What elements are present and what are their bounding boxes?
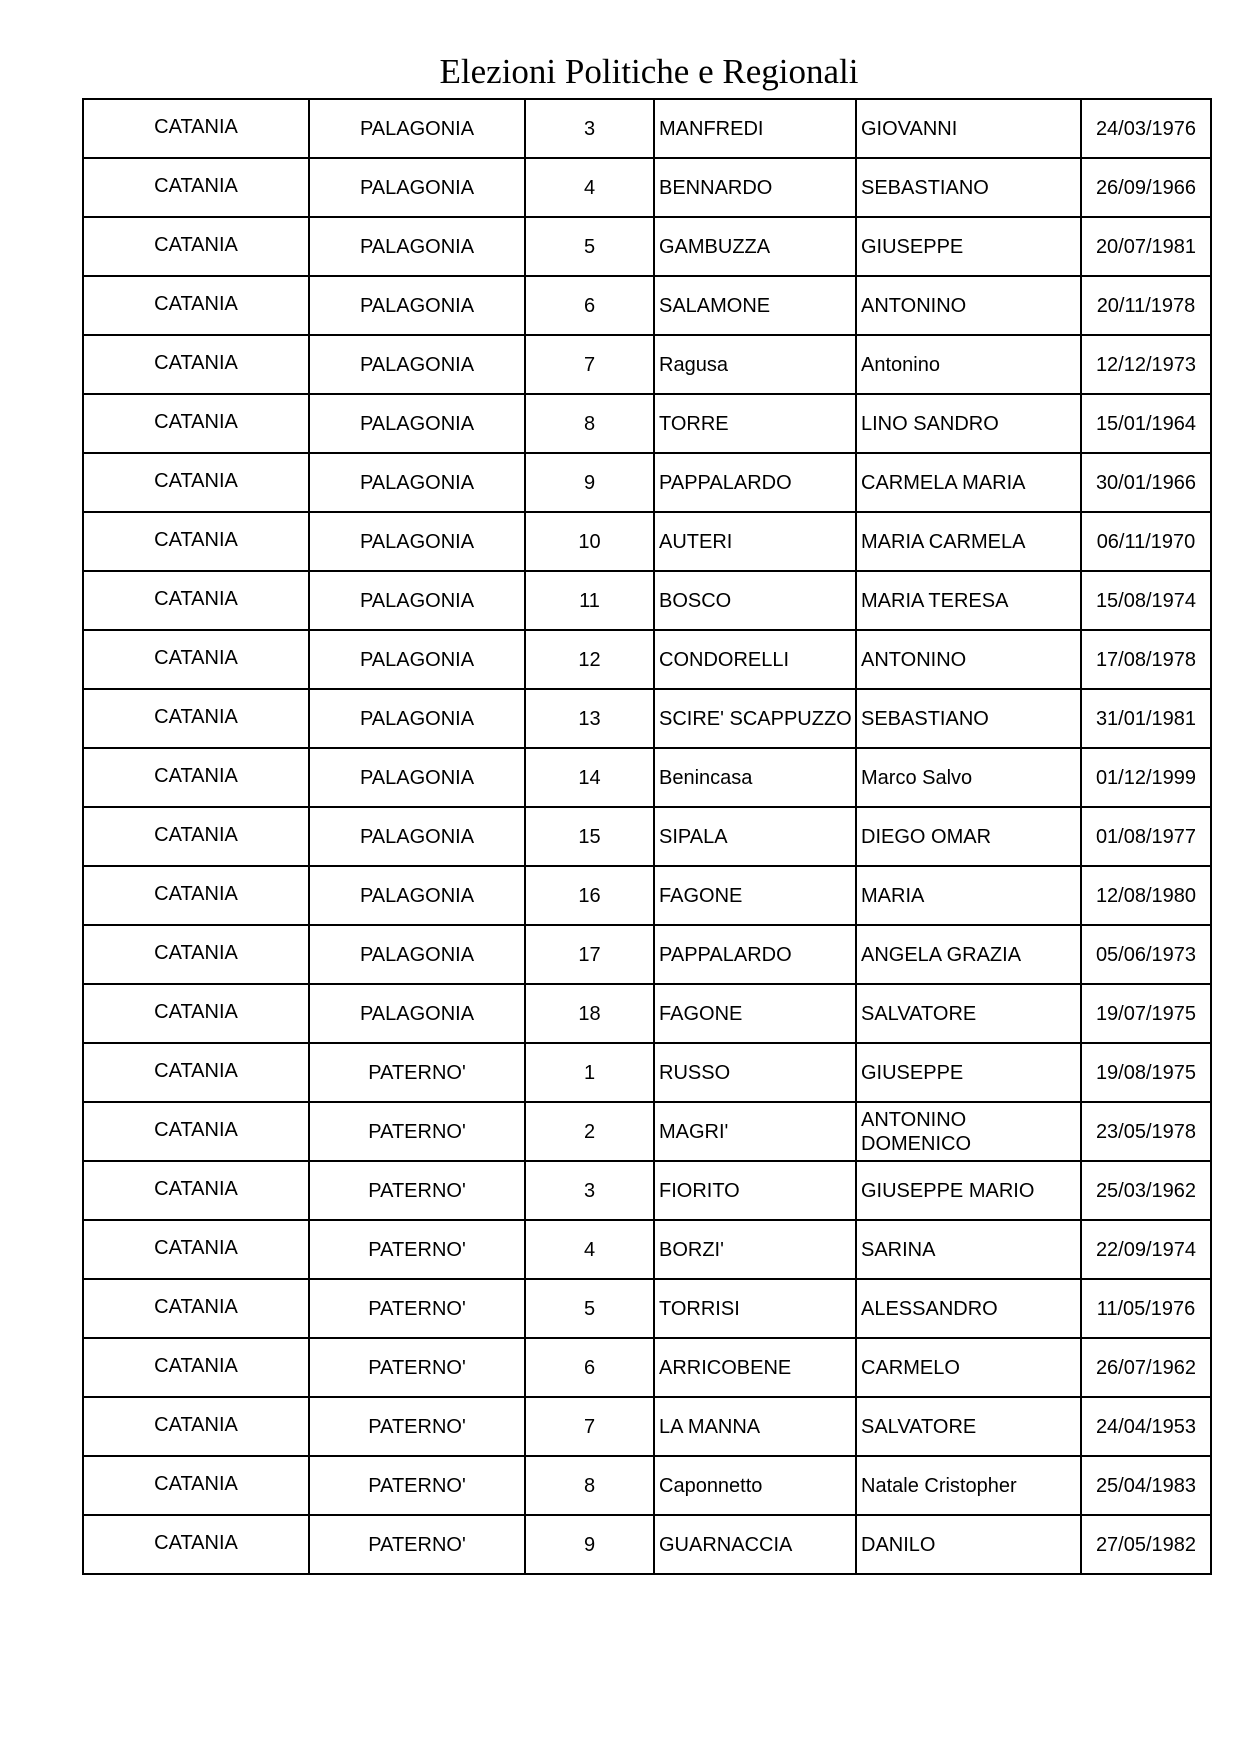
cell-provincia: CATANIA [83, 807, 309, 866]
cell-cognome: FAGONE [654, 866, 856, 925]
cell-nome: ANTONINO [856, 276, 1081, 335]
cell-data-nascita: 12/08/1980 [1081, 866, 1211, 925]
cell-comune: PALAGONIA [309, 453, 525, 512]
cell-nome: CARMELO [856, 1338, 1081, 1397]
cell-data-nascita: 20/07/1981 [1081, 217, 1211, 276]
cell-nome: Natale Cristopher [856, 1456, 1081, 1515]
cell-numero: 3 [525, 99, 654, 158]
cell-comune: PATERNO' [309, 1515, 525, 1574]
cell-provincia: CATANIA [83, 1161, 309, 1220]
cell-data-nascita: 24/03/1976 [1081, 99, 1211, 158]
cell-numero: 8 [525, 1456, 654, 1515]
cell-nome: SARINA [856, 1220, 1081, 1279]
cell-comune: PALAGONIA [309, 217, 525, 276]
cell-numero: 7 [525, 1397, 654, 1456]
table-row [83, 1456, 1211, 1515]
table-row [83, 1338, 1211, 1397]
cell-provincia: CATANIA [83, 630, 309, 689]
cell-data-nascita: 15/08/1974 [1081, 571, 1211, 630]
cell-data-nascita: 27/05/1982 [1081, 1515, 1211, 1574]
cell-numero: 3 [525, 1161, 654, 1220]
cell-comune: PATERNO' [309, 1456, 525, 1515]
cell-numero: 18 [525, 984, 654, 1043]
cell-numero: 1 [525, 1043, 654, 1102]
cell-cognome: Benincasa [654, 748, 856, 807]
table-row [83, 276, 1211, 335]
cell-nome: MARIA CARMELA [856, 512, 1081, 571]
cell-data-nascita: 20/11/1978 [1081, 276, 1211, 335]
table-row [83, 394, 1211, 453]
table-row [83, 866, 1211, 925]
cell-provincia: CATANIA [83, 1338, 309, 1397]
cell-nome: DANILO [856, 1515, 1081, 1574]
cell-provincia: CATANIA [83, 748, 309, 807]
cell-comune: PATERNO' [309, 1102, 525, 1161]
cell-numero: 5 [525, 1279, 654, 1338]
cell-data-nascita: 25/04/1983 [1081, 1456, 1211, 1515]
cell-cognome: SALAMONE [654, 276, 856, 335]
cell-cognome: GUARNACCIA [654, 1515, 856, 1574]
cell-nome: GIUSEPPE [856, 217, 1081, 276]
cell-comune: PALAGONIA [309, 512, 525, 571]
cell-numero: 10 [525, 512, 654, 571]
cell-numero: 12 [525, 630, 654, 689]
cell-comune: PATERNO' [309, 1043, 525, 1102]
cell-cognome: MANFREDI [654, 99, 856, 158]
cell-data-nascita: 23/05/1978 [1081, 1102, 1211, 1161]
cell-comune: PALAGONIA [309, 158, 525, 217]
table-row [83, 571, 1211, 630]
cell-numero: 4 [525, 158, 654, 217]
page-title: Elezioni Politiche e Regionali [439, 52, 859, 91]
table-row [83, 748, 1211, 807]
cell-comune: PATERNO' [309, 1220, 525, 1279]
cell-comune: PATERNO' [309, 1279, 525, 1338]
cell-data-nascita: 26/07/1962 [1081, 1338, 1211, 1397]
cell-provincia: CATANIA [83, 984, 309, 1043]
cell-nome: SALVATORE [856, 1397, 1081, 1456]
cell-numero: 17 [525, 925, 654, 984]
table-row [83, 1161, 1211, 1220]
cell-nome: ALESSANDRO [856, 1279, 1081, 1338]
cell-provincia: CATANIA [83, 453, 309, 512]
cell-nome: LINO SANDRO [856, 394, 1081, 453]
cell-data-nascita: 19/07/1975 [1081, 984, 1211, 1043]
cell-numero: 2 [525, 1102, 654, 1161]
table-row [83, 335, 1211, 394]
table-row [83, 453, 1211, 512]
cell-provincia: CATANIA [83, 1043, 309, 1102]
cell-provincia: CATANIA [83, 276, 309, 335]
cell-cognome: SIPALA [654, 807, 856, 866]
cell-nome: MARIA TERESA [856, 571, 1081, 630]
cell-data-nascita: 24/04/1953 [1081, 1397, 1211, 1456]
table-row [83, 99, 1211, 158]
cell-numero: 16 [525, 866, 654, 925]
cell-cognome: BENNARDO [654, 158, 856, 217]
table-row [83, 158, 1211, 217]
cell-cognome: PAPPALARDO [654, 925, 856, 984]
cell-comune: PALAGONIA [309, 571, 525, 630]
cell-numero: 5 [525, 217, 654, 276]
cell-nome: ANTONINO [856, 630, 1081, 689]
cell-comune: PALAGONIA [309, 689, 525, 748]
table-row [83, 630, 1211, 689]
cell-numero: 13 [525, 689, 654, 748]
cell-nome: GIUSEPPE MARIO [856, 1161, 1081, 1220]
table-row [83, 689, 1211, 748]
cell-numero: 8 [525, 394, 654, 453]
cell-cognome: SCIRE' SCAPPUZZO [654, 689, 856, 748]
cell-comune: PALAGONIA [309, 866, 525, 925]
table-row [83, 1397, 1211, 1456]
cell-provincia: CATANIA [83, 1515, 309, 1574]
cell-data-nascita: 30/01/1966 [1081, 453, 1211, 512]
cell-numero: 9 [525, 453, 654, 512]
cell-numero: 4 [525, 1220, 654, 1279]
cell-nome: MARIA [856, 866, 1081, 925]
cell-cognome: BORZI' [654, 1220, 856, 1279]
cell-nome: SEBASTIANO [856, 689, 1081, 748]
cell-provincia: CATANIA [83, 571, 309, 630]
cell-numero: 6 [525, 276, 654, 335]
cell-comune: PALAGONIA [309, 276, 525, 335]
cell-provincia: CATANIA [83, 512, 309, 571]
cell-cognome: FAGONE [654, 984, 856, 1043]
table-row [83, 217, 1211, 276]
cell-comune: PALAGONIA [309, 807, 525, 866]
cell-provincia: CATANIA [83, 1102, 309, 1161]
cell-nome: ANTONINO DOMENICO [856, 1102, 1081, 1161]
cell-nome: Marco Salvo [856, 748, 1081, 807]
cell-data-nascita: 01/12/1999 [1081, 748, 1211, 807]
cell-provincia: CATANIA [83, 866, 309, 925]
cell-data-nascita: 06/11/1970 [1081, 512, 1211, 571]
table-row [83, 1220, 1211, 1279]
cell-data-nascita: 11/05/1976 [1081, 1279, 1211, 1338]
cell-data-nascita: 15/01/1964 [1081, 394, 1211, 453]
cell-numero: 11 [525, 571, 654, 630]
cell-cognome: MAGRI' [654, 1102, 856, 1161]
table-body [83, 99, 1211, 1574]
cell-comune: PALAGONIA [309, 748, 525, 807]
table-row [83, 925, 1211, 984]
table-row [83, 1279, 1211, 1338]
table-row [83, 1043, 1211, 1102]
cell-provincia: CATANIA [83, 1456, 309, 1515]
cell-nome: SEBASTIANO [856, 158, 1081, 217]
cell-comune: PALAGONIA [309, 394, 525, 453]
cell-numero: 6 [525, 1338, 654, 1397]
cell-cognome: Ragusa [654, 335, 856, 394]
cell-cognome: GAMBUZZA [654, 217, 856, 276]
cell-data-nascita: 26/09/1966 [1081, 158, 1211, 217]
cell-cognome: PAPPALARDO [654, 453, 856, 512]
cell-provincia: CATANIA [83, 217, 309, 276]
table-row [83, 1102, 1211, 1161]
table-row [83, 807, 1211, 866]
cell-provincia: CATANIA [83, 1397, 309, 1456]
cell-cognome: TORRE [654, 394, 856, 453]
cell-numero: 9 [525, 1515, 654, 1574]
cell-data-nascita: 22/09/1974 [1081, 1220, 1211, 1279]
cell-comune: PATERNO' [309, 1397, 525, 1456]
cell-comune: PALAGONIA [309, 335, 525, 394]
cell-numero: 7 [525, 335, 654, 394]
cell-data-nascita: 19/08/1975 [1081, 1043, 1211, 1102]
cell-comune: PATERNO' [309, 1338, 525, 1397]
cell-provincia: CATANIA [83, 1279, 309, 1338]
cell-provincia: CATANIA [83, 1220, 309, 1279]
table-row [83, 1515, 1211, 1574]
cell-comune: PATERNO' [309, 1161, 525, 1220]
cell-nome: GIOVANNI [856, 99, 1081, 158]
table-row [83, 512, 1211, 571]
candidates-table [82, 98, 1212, 1575]
cell-provincia: CATANIA [83, 689, 309, 748]
cell-provincia: CATANIA [83, 99, 309, 158]
cell-nome: GIUSEPPE [856, 1043, 1081, 1102]
cell-provincia: CATANIA [83, 394, 309, 453]
cell-provincia: CATANIA [83, 925, 309, 984]
cell-nome: CARMELA MARIA [856, 453, 1081, 512]
table-row [83, 984, 1211, 1043]
cell-comune: PALAGONIA [309, 99, 525, 158]
cell-nome: ANGELA GRAZIA [856, 925, 1081, 984]
cell-data-nascita: 12/12/1973 [1081, 335, 1211, 394]
cell-data-nascita: 31/01/1981 [1081, 689, 1211, 748]
cell-cognome: ARRICOBENE [654, 1338, 856, 1397]
cell-comune: PALAGONIA [309, 630, 525, 689]
cell-provincia: CATANIA [83, 335, 309, 394]
cell-comune: PALAGONIA [309, 925, 525, 984]
cell-nome: SALVATORE [856, 984, 1081, 1043]
cell-cognome: TORRISI [654, 1279, 856, 1338]
cell-nome: DIEGO OMAR [856, 807, 1081, 866]
cell-cognome: LA MANNA [654, 1397, 856, 1456]
cell-numero: 15 [525, 807, 654, 866]
cell-data-nascita: 05/06/1973 [1081, 925, 1211, 984]
cell-data-nascita: 17/08/1978 [1081, 630, 1211, 689]
cell-nome: Antonino [856, 335, 1081, 394]
cell-cognome: Caponnetto [654, 1456, 856, 1515]
cell-cognome: RUSSO [654, 1043, 856, 1102]
cell-cognome: BOSCO [654, 571, 856, 630]
cell-numero: 14 [525, 748, 654, 807]
cell-data-nascita: 25/03/1962 [1081, 1161, 1211, 1220]
cell-cognome: AUTERI [654, 512, 856, 571]
cell-cognome: CONDORELLI [654, 630, 856, 689]
cell-provincia: CATANIA [83, 158, 309, 217]
cell-data-nascita: 01/08/1977 [1081, 807, 1211, 866]
cell-comune: PALAGONIA [309, 984, 525, 1043]
cell-cognome: FIORITO [654, 1161, 856, 1220]
